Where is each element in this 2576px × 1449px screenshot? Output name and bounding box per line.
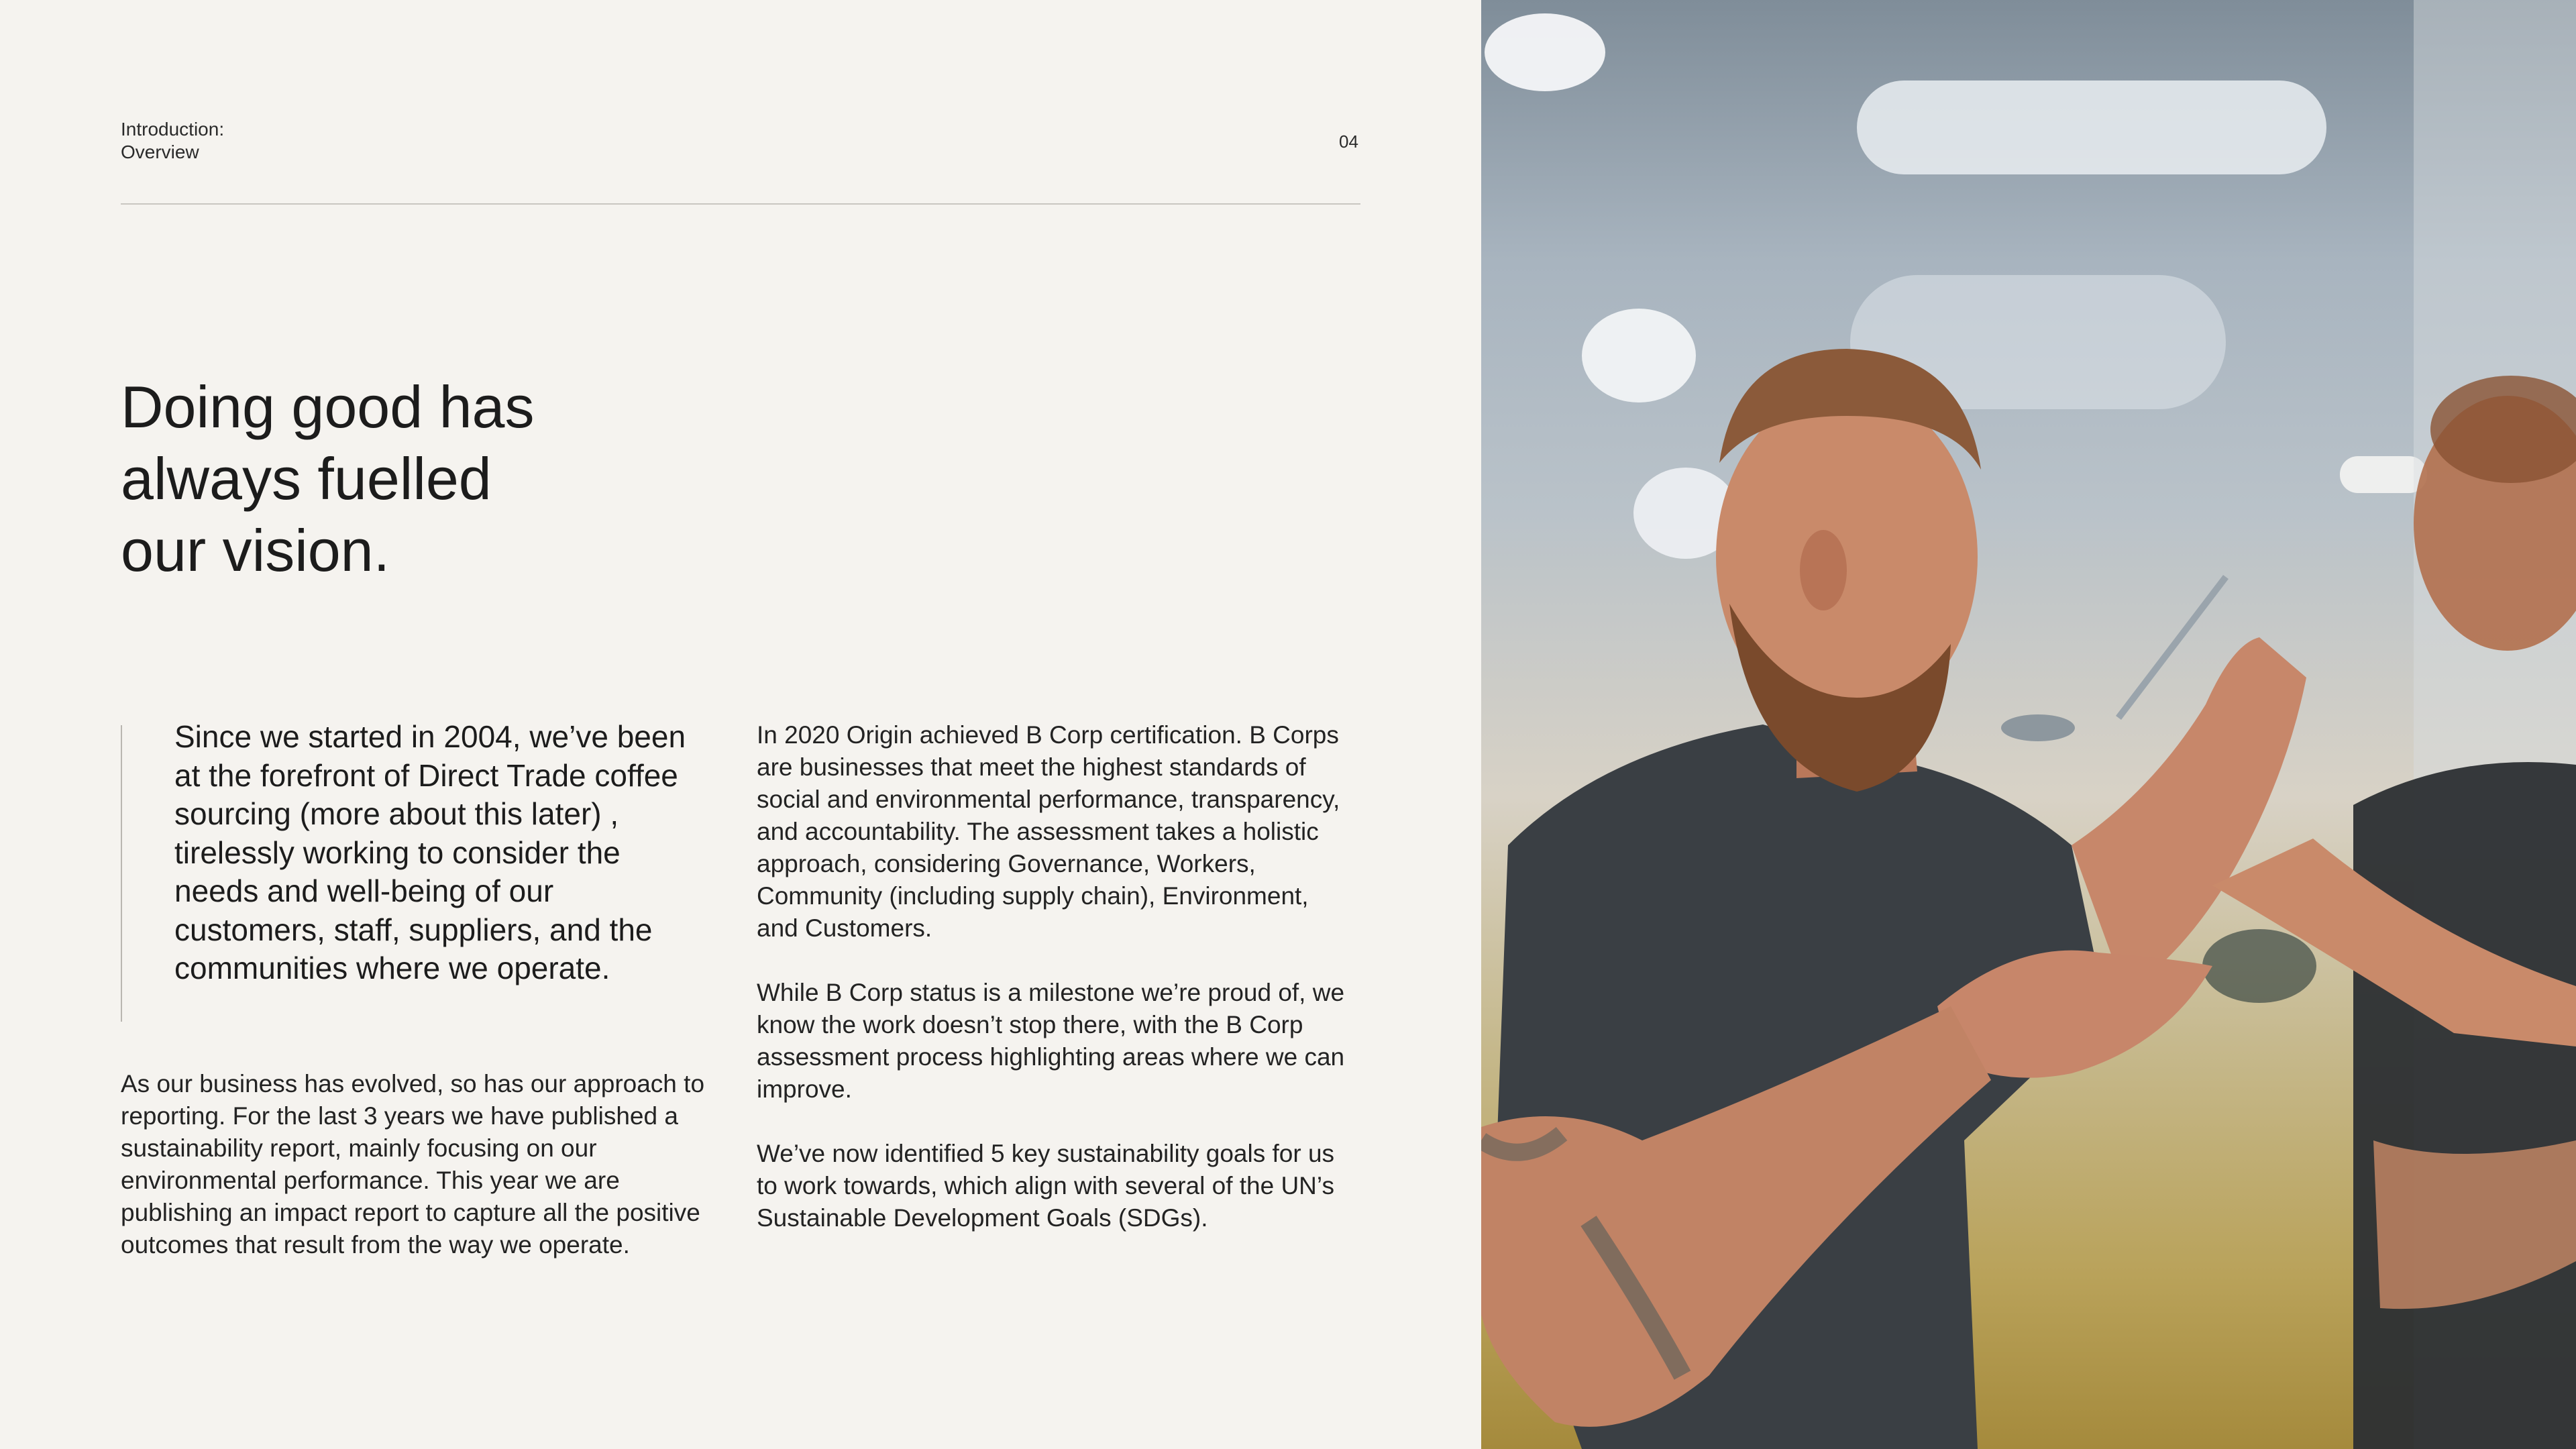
body-column-right <box>757 719 1347 1267</box>
page-title-line-1: Doing good has <box>121 374 535 440</box>
page-title <box>121 371 792 586</box>
pull-quote-bar <box>121 725 122 1022</box>
body-paragraph: We’ve now identified 5 key sustainability goals for us to work towards, which align with several of the UN’s Sustainable Development Goals (SDGs). <box>757 1140 1335 1232</box>
coffee-tasting-photo <box>1481 0 2576 1449</box>
section-label <box>121 118 224 164</box>
pull-quote: Since we started in 2004, we’ve been at the forefront of Direct Trade coffee sourcing (more about this later) , tirelessly working to consider the needs and well-being of our customers, staff, suppliers, and the communities where we operate. <box>174 719 686 985</box>
page-number: 04 <box>1339 131 1358 152</box>
photo-illustration <box>1481 0 2576 1449</box>
section-label-line-2: Overview <box>121 142 199 162</box>
body-column-left: As our business has evolved, so has our approach to reporting. For the last 3 years we have published a sustainability report, mainly focusing on our environmental performance. This year we are publishing an impact report to capture all the positive outcomes that result from the way we operate. <box>121 1070 705 1258</box>
header-divider <box>121 203 1360 205</box>
body-paragraph: In 2020 Origin achieved B Corp certification. B Corps are businesses that meet the highest standards of social and environmental performance, transparency, and accountability. The assessment takes a holistic approach, considering Governance, Workers, Community (including supply chain), Environment, and Customers. <box>757 721 1340 942</box>
section-label-line-1: Introduction: <box>121 119 225 140</box>
body-paragraph: While B Corp status is a milestone we’re proud of, we know the work doesn’t stop there, with the B Corp assessment process highlighting areas where we can improve. <box>757 979 1345 1103</box>
page-title-line-3: our vision. <box>121 517 390 584</box>
page-title-line-2: always fuelled <box>121 445 492 512</box>
